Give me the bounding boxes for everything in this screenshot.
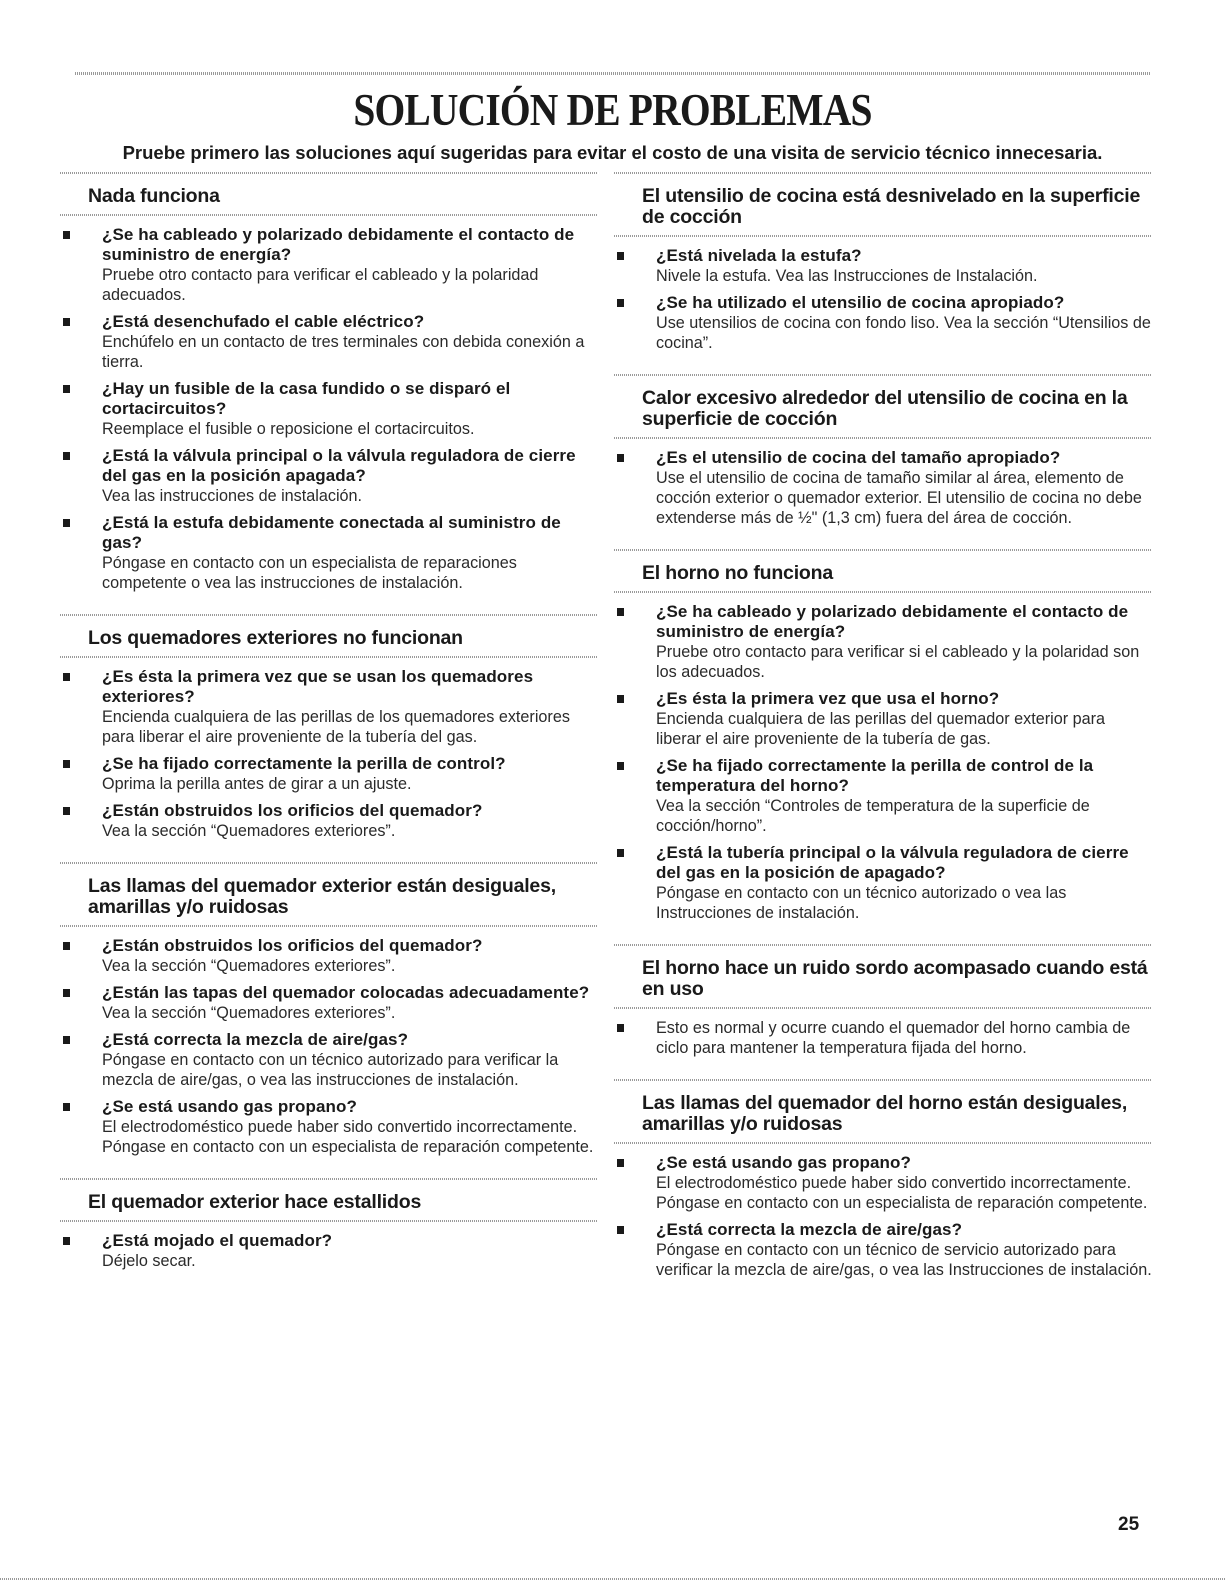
answer-text: El electrodoméstico puede haber sido convertido incorrectamente. Póngase en contacto con un especialista de reparación competente. bbox=[656, 1174, 1148, 1212]
answer-text: Oprima la perilla antes de girar a un ajuste. bbox=[102, 775, 412, 793]
answer-text: Déjelo secar. bbox=[102, 1252, 196, 1270]
square-bullet-icon bbox=[63, 760, 70, 768]
intro-text: Pruebe primero las soluciones aquí sugeridas para evitar el costo de una visita de servicio técnico innecesaria. bbox=[122, 142, 1103, 163]
square-bullet-icon bbox=[63, 807, 70, 815]
square-bullet-icon bbox=[63, 942, 70, 950]
square-bullet-icon bbox=[63, 318, 70, 326]
list-item bbox=[614, 1018, 1152, 1058]
section-items bbox=[60, 927, 598, 1178]
answer-text: El electrodoméstico puede haber sido convertido incorrectamente. Póngase en contacto con un especialista de reparación competente. bbox=[102, 1118, 594, 1156]
square-bullet-icon bbox=[63, 1103, 70, 1111]
section-heading: Los quemadores exteriores no funcionan bbox=[60, 614, 598, 658]
troubleshooting-section bbox=[614, 944, 1152, 1079]
question-text: ¿Está correcta la mezcla de aire/gas? bbox=[102, 1030, 409, 1049]
answer-text: Use utensilios de cocina con fondo liso. Vea la sección “Utensilios de cocina”. bbox=[656, 314, 1151, 352]
question-text: ¿Se ha fijado correctamente la perilla de control de la temperatura del horno? bbox=[656, 756, 1094, 795]
section-heading: El quemador exterior hace estallidos bbox=[60, 1178, 598, 1222]
square-bullet-icon bbox=[617, 849, 624, 857]
list-item bbox=[60, 1097, 598, 1157]
answer-text: Póngase en contacto con un técnico autorizado o vea las Instrucciones de instalación. bbox=[656, 884, 1067, 922]
answer-text: Pruebe otro contacto para verificar si el cableado y la polaridad son los adecuados. bbox=[656, 643, 1140, 681]
page-number: 25 bbox=[1118, 1514, 1140, 1535]
question-text: ¿Es el utensilio de cocina del tamaño apropiado? bbox=[656, 448, 1061, 467]
list-item bbox=[614, 246, 1152, 286]
square-bullet-icon bbox=[63, 452, 70, 460]
section-heading: El horno hace un ruido sordo acompasado cuando está en uso bbox=[614, 944, 1152, 1009]
answer-text: Nivele la estufa. Vea las Instrucciones de Instalación. bbox=[656, 267, 1038, 285]
list-item bbox=[60, 1231, 598, 1271]
question-text: ¿Se está usando gas propano? bbox=[102, 1097, 358, 1116]
answer-text: Enchúfelo en un contacto de tres terminales con debida conexión a tierra. bbox=[102, 333, 585, 371]
top-divider bbox=[75, 72, 1150, 75]
section-items bbox=[614, 439, 1152, 549]
question-text: ¿Está mojado el quemador? bbox=[102, 1231, 333, 1250]
troubleshooting-section bbox=[60, 862, 598, 1178]
question-text: ¿Se está usando gas propano? bbox=[656, 1153, 912, 1172]
answer-text: Vea la sección “Controles de temperatura de la superficie de cocción/horno”. bbox=[656, 797, 1090, 835]
section-items bbox=[60, 1222, 598, 1292]
list-item bbox=[60, 983, 598, 1023]
square-bullet-icon bbox=[617, 454, 624, 462]
list-item bbox=[60, 754, 598, 794]
square-bullet-icon bbox=[617, 762, 624, 770]
list-item bbox=[614, 843, 1152, 923]
square-bullet-icon bbox=[617, 608, 624, 616]
section-items bbox=[614, 1009, 1152, 1079]
section-heading: Las llamas del quemador del horno están desiguales, amarillas y/o ruidosas bbox=[614, 1079, 1152, 1144]
question-text: ¿Está correcta la mezcla de aire/gas? bbox=[656, 1220, 963, 1239]
answer-text: Esto es normal y ocurre cuando el quemador del horno cambia de ciclo para mantener la temperatura fijada del horno. bbox=[656, 1019, 1131, 1057]
list-item bbox=[60, 513, 598, 593]
square-bullet-icon bbox=[617, 1226, 624, 1234]
list-item bbox=[614, 1153, 1152, 1213]
troubleshooting-section bbox=[614, 374, 1152, 549]
list-item bbox=[614, 602, 1152, 682]
list-item bbox=[60, 936, 598, 976]
question-text: ¿Se ha cableado y polarizado debidamente el contacto de suministro de energía? bbox=[656, 602, 1129, 641]
troubleshooting-section bbox=[60, 614, 598, 862]
question-text: ¿Están obstruidos los orificios del quemador? bbox=[102, 801, 483, 820]
question-text: ¿Se ha cableado y polarizado debidamente el contacto de suministro de energía? bbox=[102, 225, 575, 264]
list-item bbox=[60, 312, 598, 372]
left-column bbox=[60, 172, 598, 1292]
troubleshooting-section bbox=[614, 1079, 1152, 1301]
troubleshooting-section bbox=[614, 172, 1152, 374]
question-text: ¿Están obstruidos los orificios del quemador? bbox=[102, 936, 483, 955]
list-item bbox=[614, 756, 1152, 836]
troubleshooting-section bbox=[60, 172, 598, 614]
square-bullet-icon bbox=[63, 1237, 70, 1245]
section-heading: El horno no funciona bbox=[614, 549, 1152, 593]
list-item bbox=[614, 689, 1152, 749]
list-item bbox=[60, 225, 598, 305]
section-heading: Nada funciona bbox=[60, 172, 598, 216]
bottom-divider bbox=[0, 1578, 1225, 1580]
square-bullet-icon bbox=[617, 695, 624, 703]
section-items bbox=[614, 1144, 1152, 1301]
square-bullet-icon bbox=[63, 231, 70, 239]
question-text: ¿Hay un fusible de la casa fundido o se disparó el cortacircuitos? bbox=[102, 379, 511, 418]
question-text: ¿Es ésta la primera vez que usa el horno? bbox=[656, 689, 1000, 708]
answer-text: Póngase en contacto con un técnico autorizado para verificar la mezcla de aire/gas, o vea las instrucciones de instalación. bbox=[102, 1051, 559, 1089]
square-bullet-icon bbox=[63, 673, 70, 681]
question-text: ¿Están las tapas del quemador colocadas adecuadamente? bbox=[102, 983, 590, 1002]
section-heading: Las llamas del quemador exterior están desiguales, amarillas y/o ruidosas bbox=[60, 862, 598, 927]
answer-text: Use el utensilio de cocina de tamaño similar al área, elemento de cocción exterior o quemador exterior. El utensilio de cocina no debe extenderse más de ½" (1,3 cm) fuera del área de cocción. bbox=[656, 469, 1142, 527]
square-bullet-icon bbox=[617, 252, 624, 260]
section-items bbox=[614, 237, 1152, 374]
square-bullet-icon bbox=[617, 299, 624, 307]
answer-text: Pruebe otro contacto para verificar el cableado y la polaridad adecuados. bbox=[102, 266, 539, 304]
list-item bbox=[60, 446, 598, 506]
square-bullet-icon bbox=[63, 989, 70, 997]
question-text: ¿Está desenchufado el cable eléctrico? bbox=[102, 312, 425, 331]
troubleshooting-section bbox=[60, 1178, 598, 1292]
square-bullet-icon bbox=[63, 519, 70, 527]
question-text: ¿Está la tubería principal o la válvula reguladora de cierre del gas en la posición de apagado? bbox=[656, 843, 1129, 882]
list-item bbox=[614, 293, 1152, 353]
page-title: SOLUCIÓN DE PROBLEMAS bbox=[353, 84, 872, 135]
question-text: ¿Es ésta la primera vez que se usan los quemadores exteriores? bbox=[102, 667, 534, 706]
square-bullet-icon bbox=[63, 385, 70, 393]
troubleshooting-section bbox=[614, 549, 1152, 944]
question-text: ¿Se ha utilizado el utensilio de cocina apropiado? bbox=[656, 293, 1065, 312]
answer-text: Póngase en contacto con un técnico de servicio autorizado para verificar la mezcla de aire/gas, o vea las Instrucciones de instalación. bbox=[656, 1241, 1152, 1279]
question-text: ¿Está la estufa debidamente conectada al suministro de gas? bbox=[102, 513, 561, 552]
section-heading: El utensilio de cocina está desnivelado en la superficie de cocción bbox=[614, 172, 1152, 237]
square-bullet-icon bbox=[617, 1159, 624, 1167]
answer-text: Encienda cualquiera de las perillas del quemador exterior para liberar el aire proveniente de la tubería de gas. bbox=[656, 710, 1106, 748]
list-item bbox=[614, 448, 1152, 528]
section-items bbox=[60, 658, 598, 862]
answer-text: Encienda cualquiera de las perillas de los quemadores exteriores para liberar el aire proveniente de la tubería del gas. bbox=[102, 708, 570, 746]
section-items bbox=[60, 216, 598, 614]
right-column bbox=[614, 172, 1152, 1301]
square-bullet-icon bbox=[63, 1036, 70, 1044]
answer-text: Póngase en contacto con un especialista de reparaciones competente o vea las instrucciones de instalación. bbox=[102, 554, 517, 592]
question-text: ¿Está nivelada la estufa? bbox=[656, 246, 862, 265]
answer-text: Vea la sección “Quemadores exteriores”. bbox=[102, 822, 396, 840]
question-text: ¿Está la válvula principal o la válvula reguladora de cierre del gas en la posición apagada? bbox=[102, 446, 576, 485]
answer-text: Vea las instrucciones de instalación. bbox=[102, 487, 363, 505]
list-item bbox=[60, 801, 598, 841]
list-item bbox=[60, 379, 598, 439]
section-heading: Calor excesivo alrededor del utensilio de cocina en la superficie de cocción bbox=[614, 374, 1152, 439]
question-text: ¿Se ha fijado correctamente la perilla de control? bbox=[102, 754, 506, 773]
answer-text: Vea la sección “Quemadores exteriores”. bbox=[102, 1004, 396, 1022]
square-bullet-icon bbox=[617, 1024, 624, 1032]
section-items bbox=[614, 593, 1152, 944]
list-item bbox=[60, 667, 598, 747]
answer-text: Vea la sección “Quemadores exteriores”. bbox=[102, 957, 396, 975]
list-item bbox=[614, 1220, 1152, 1280]
answer-text: Reemplace el fusible o reposicione el cortacircuitos. bbox=[102, 420, 475, 438]
list-item bbox=[60, 1030, 598, 1090]
